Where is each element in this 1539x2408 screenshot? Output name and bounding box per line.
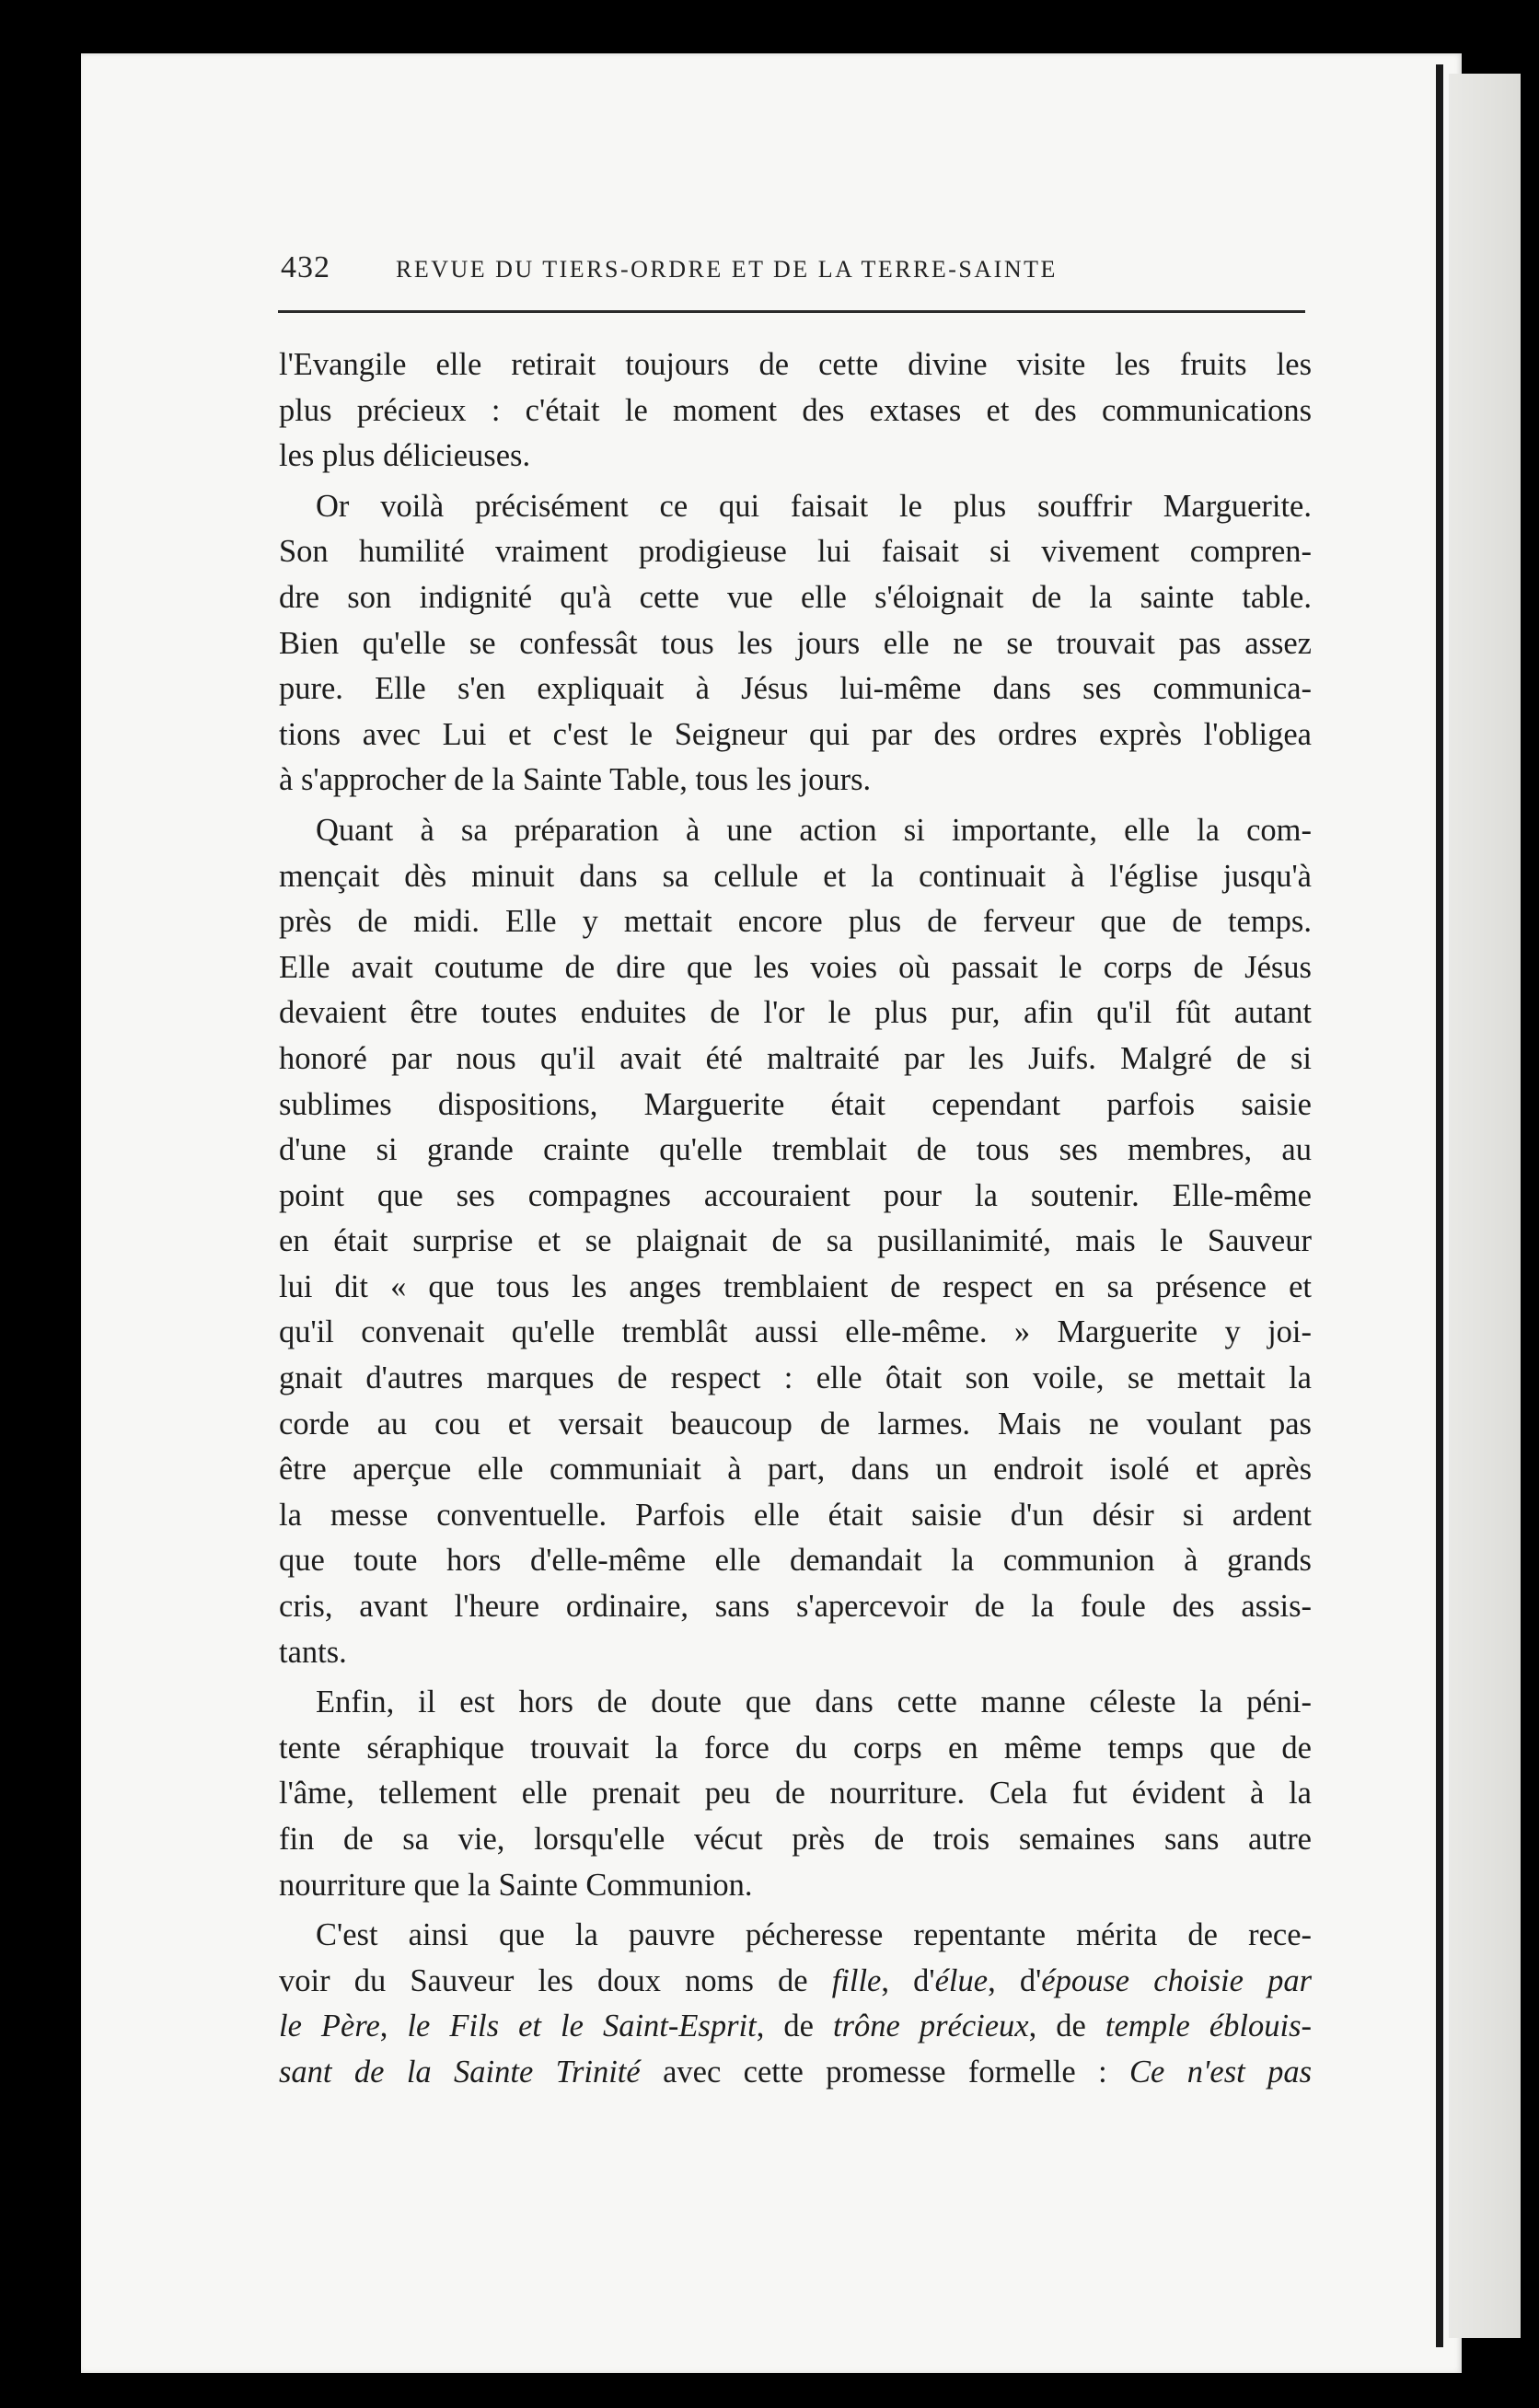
paragraph	[279, 342, 1312, 480]
text-line: la messe conventuelle. Parfois elle était saisie d'un désir si ardent	[279, 1497, 1312, 1533]
text-line: à s'approcher de la Sainte Table, tous les jours.	[279, 762, 872, 798]
page-number: 432	[281, 250, 330, 284]
text-line: dre son indignité qu'à cette vue elle s'éloignait de la sainte table.	[279, 579, 1312, 615]
text-run: avec cette promesse formelle :	[640, 2054, 1130, 2090]
text-line: honoré par nous qu'il avait été maltraité par les Juifs. Malgré de si	[279, 1040, 1312, 1076]
text-line: Enfin, il est hors de doute que dans cette manne céleste la péni-	[316, 1684, 1312, 1720]
text-line: sublimes dispositions, Marguerite était cependant parfois saisie	[279, 1086, 1312, 1122]
text-line: plus précieux : c'était le moment des extases et des communications	[279, 392, 1312, 428]
text-line: tants.	[279, 1634, 347, 1670]
italic-run: le Père	[279, 2009, 380, 2044]
text-line: pure. Elle s'en expliquait à Jésus lui-même dans ses communica-	[279, 671, 1312, 707]
text-line: lui dit « que tous les anges tremblaient de respect en sa présence et	[279, 1268, 1312, 1304]
text-line: mençait dès minuit dans sa cellule et la continuait à l'église jusqu'à	[279, 858, 1312, 894]
text-run: , d'	[881, 1962, 935, 1998]
italic-run: élue	[934, 1962, 989, 1998]
text-line: l'Evangile elle retirait toujours de cette divine visite les fruits les	[279, 347, 1312, 382]
italic-run: épouse choisie par	[1041, 1962, 1313, 1998]
text-run: voir du Sauveur les doux noms de	[279, 1962, 832, 1998]
text-line	[279, 1959, 1312, 2005]
body-text	[279, 342, 1312, 2096]
text-run: , d'	[988, 1962, 1042, 1998]
book-gutter	[1436, 64, 1443, 2347]
italic-run: le Fils et le Saint-Esprit	[407, 2009, 757, 2044]
text-line: Bien qu'elle se confessât tous les jours elle ne se trouvait pas assez	[279, 625, 1312, 661]
text-run: , de	[1028, 2009, 1105, 2044]
text-line: fin de sa vie, lorsqu'elle vécut près de trois semaines sans autre	[279, 1822, 1312, 1857]
text-line: Or voilà précisément ce qui faisait le plus souffrir Marguerite.	[316, 488, 1312, 524]
paragraph	[279, 1913, 1312, 2095]
text-run: , de	[756, 2009, 833, 2044]
text-line: que toute hors d'elle-même elle demandait la communion à grands	[279, 1543, 1312, 1579]
text-line	[279, 2004, 1312, 2050]
text-line: Elle avait coutume de dire que les voies où passait le corps de Jésus	[279, 949, 1312, 985]
text-line: cris, avant l'heure ordinaire, sans s'apercevoir de la foule des assis-	[279, 1589, 1312, 1625]
text-line: près de midi. Elle y mettait encore plus de ferveur que de temps.	[279, 904, 1312, 940]
paragraph	[279, 484, 1312, 804]
text-line: nourriture que la Sainte Communion.	[279, 1867, 753, 1903]
running-title: REVUE DU TIERS-ORDRE ET DE LA TERRE-SAINTE	[396, 256, 1058, 283]
header-rule	[278, 310, 1305, 313]
text-line: qu'il convenait qu'elle tremblât aussi elle-même. » Marguerite y joi-	[279, 1314, 1312, 1350]
text-line: corde au cou et versait beaucoup de larmes. Mais ne voulant pas	[279, 1406, 1312, 1441]
text-line: C'est ainsi que la pauvre pécheresse repentante mérita de rece-	[316, 1917, 1312, 1953]
text-run: ,	[379, 2009, 408, 2044]
text-line: Son humilité vraiment prodigieuse lui faisait si vivement compren-	[279, 534, 1312, 570]
paragraph	[279, 808, 1312, 1675]
paragraph	[279, 1680, 1312, 1908]
text-line: tente séraphique trouvait la force du corps en même temps que de	[279, 1730, 1312, 1765]
text-line: tions avec Lui et c'est le Seigneur qui par des ordres exprès l'obligea	[279, 716, 1312, 752]
adjacent-page-edge	[1449, 74, 1521, 2338]
text-line: les plus délicieuses.	[279, 438, 531, 474]
italic-run: sant de la Sainte Trinité	[279, 2054, 641, 2090]
page-header	[281, 250, 1302, 293]
text-line	[279, 2050, 1312, 2096]
italic-run: fille	[831, 1962, 882, 1998]
italic-run: temple éblouis-	[1105, 2009, 1313, 2044]
italic-run: Ce n'est pas	[1129, 2054, 1313, 2090]
text-line: devaient être toutes enduites de l'or le plus pur, afin qu'il fût autant	[279, 995, 1312, 1031]
text-line: Quant à sa préparation à une action si importante, elle la com-	[316, 812, 1312, 848]
text-line: en était surprise et se plaignait de sa pusillanimité, mais le Sauveur	[279, 1223, 1312, 1259]
text-line: d'une si grande crainte qu'elle tremblait de tous ses membres, au	[279, 1132, 1312, 1168]
text-line: l'âme, tellement elle prenait peu de nourriture. Cela fut évident à la	[279, 1776, 1312, 1812]
italic-run: trône précieux	[832, 2009, 1029, 2044]
text-line: gnait d'autres marques de respect : elle ôtait son voile, se mettait la	[279, 1360, 1312, 1396]
text-line: point que ses compagnes accouraient pour la soutenir. Elle-même	[279, 1177, 1312, 1213]
text-line: être aperçue elle communiait à part, dans un endroit isolé et après	[279, 1452, 1312, 1488]
